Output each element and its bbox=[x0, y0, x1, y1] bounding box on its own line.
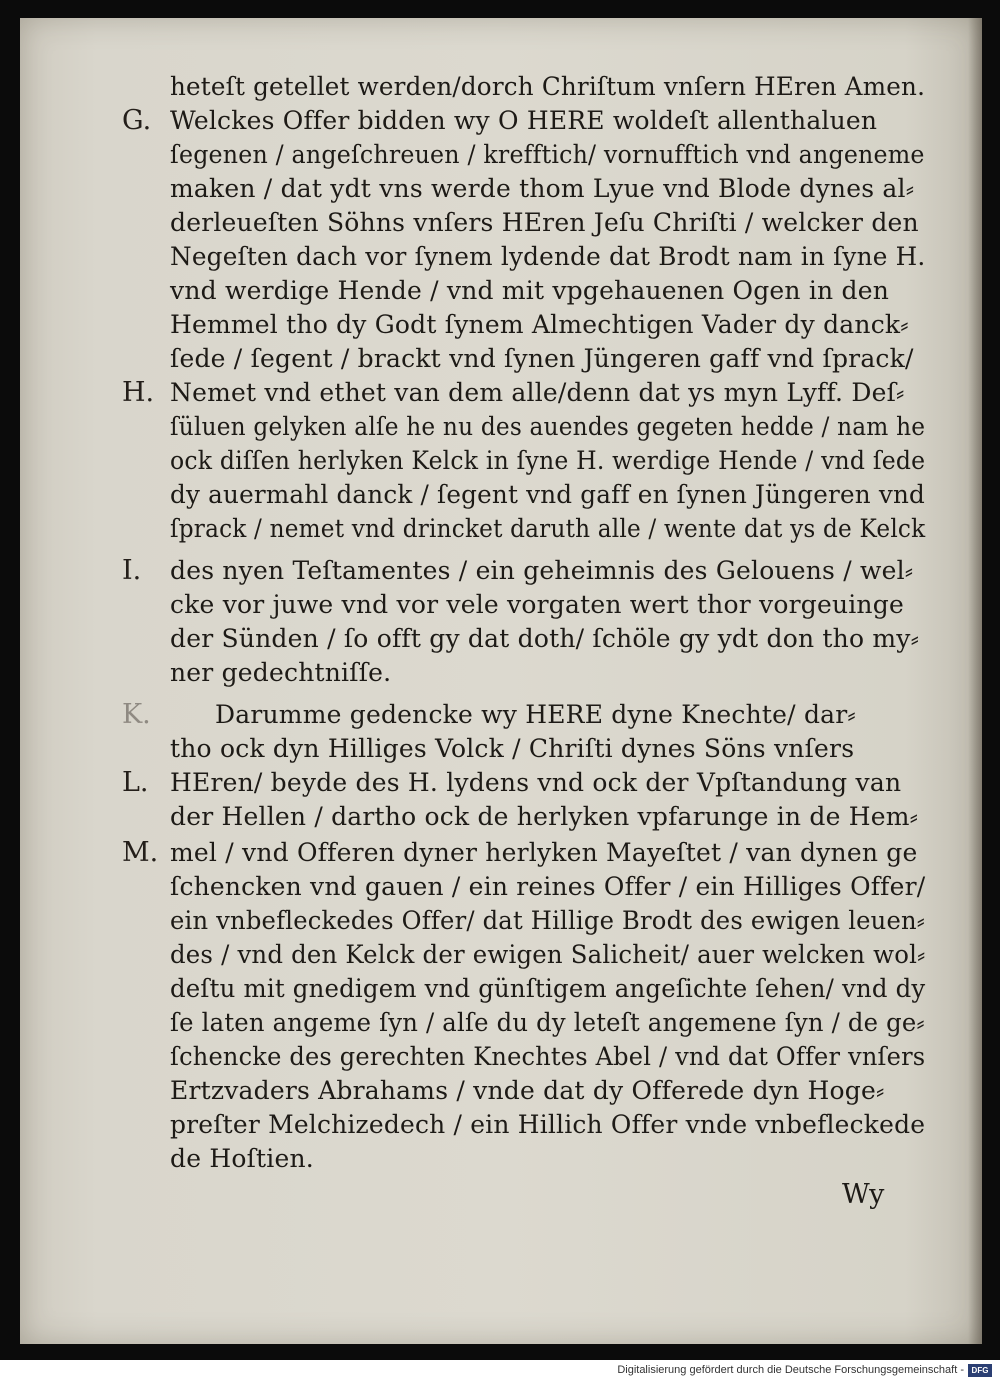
text-line-22: der Hellen / dartho ock de herlyken vpfarunge in de Hem⸗ bbox=[170, 802, 919, 831]
text-line-17: der Sünden / ſo offt gy dat doth/ ſchöle gy ydt don tho my⸗ bbox=[170, 624, 920, 653]
text-line-21: HEren/ beyde des H. lydens vnd ock der Vpſtandung van bbox=[170, 768, 902, 797]
section-marker-g: G. bbox=[122, 105, 152, 136]
text-line-23: mel / vnd Offeren dyner herlyken Mayeſtet / van dynen ge bbox=[170, 838, 918, 867]
text-line-1: heteſt getellet werden/dorch Chriſtum vnſern HEren Amen. bbox=[170, 72, 926, 101]
section-marker-i: I. bbox=[122, 555, 142, 586]
text-line-15: des nyen Teſtamentes / ein geheimnis des Gelouens / wel⸗ bbox=[170, 556, 914, 585]
text-line-27: deſtu mit gnedigem vnd günſtigem angeſichte ſehen/ vnd dy bbox=[170, 974, 926, 1003]
section-marker-k: K. bbox=[122, 699, 151, 730]
text-line-26: des / vnd den Kelck der ewigen Salicheit/ auer welcken wol⸗ bbox=[170, 940, 926, 969]
text-line-31: preſter Melchizedech / ein Hillich Offer vnde vnbefleckede bbox=[170, 1110, 926, 1139]
text-line-4: maken / dat ydt vns werde thom Lyue vnd Blode dynes al⸗ bbox=[170, 174, 915, 203]
dfg-logo-icon: DFG bbox=[968, 1364, 992, 1377]
text-line-10: Nemet vnd ethet van dem alle/denn dat ys myn Lyff. Deſ⸗ bbox=[170, 378, 905, 407]
text-line-14: ſprack / nemet vnd drincket daruth alle / wente dat ys de Kelck bbox=[170, 514, 926, 543]
text-line-7: vnd werdige Hende / vnd mit vpgehauenen Ogen in den bbox=[170, 276, 890, 305]
section-marker-l: L. bbox=[122, 767, 149, 798]
text-line-20: tho ock dyn Hilliges Volck / Chriſti dynes Söns vnſers bbox=[170, 734, 855, 763]
text-line-16: cke vor juwe vnd vor vele vorgaten wert thor vorgeuinge bbox=[170, 590, 904, 619]
text-line-9: ſede / ſegent / brackt vnd ſynen Jüngeren gaff vnd ſprack/ bbox=[170, 344, 914, 373]
text-line-32: de Hoſtien. bbox=[170, 1144, 314, 1173]
section-marker-m: M. bbox=[122, 837, 159, 868]
text-line-25: ein vnbefleckedes Offer/ dat Hillige Brodt des ewigen leuen⸗ bbox=[170, 906, 926, 935]
text-line-8: Hemmel tho dy Godt ſynem Almechtigen Vader dy danck⸗ bbox=[170, 310, 909, 339]
text-line-19: Darumme gedencke wy HERE dyne Knechte/ dar⸗ bbox=[215, 700, 856, 729]
text-line-28: ſe laten angeme ſyn / alſe du dy leteſt angemene ſyn / de ge⸗ bbox=[170, 1008, 925, 1037]
text-line-5: derleueſten Söhns vnſers HEren Jeſu Chriſti / welcker den bbox=[170, 208, 919, 237]
text-line-29: ſchencke des gerechten Knechtes Abel / vnd dat Offer vnſers bbox=[170, 1042, 926, 1071]
catchword: Wy bbox=[842, 1179, 885, 1210]
footer-bar bbox=[0, 1360, 1000, 1382]
text-line-12: ock diſſen herlyken Kelck in ſyne H. werdige Hende / vnd ſede bbox=[170, 446, 926, 475]
text-line-13: dy auermahl danck / ſegent vnd gaff en ſynen Jüngeren vnd bbox=[170, 480, 926, 509]
digitization-credit: Digitalisierung gefördert durch die Deutsche Forschungsgemeinschaft - bbox=[617, 1364, 964, 1376]
text-line-18: ner gedechtniſſe. bbox=[170, 658, 392, 687]
text-line-30: Ertzvaders Abrahams / vnde dat dy Offerede dyn Hoge⸗ bbox=[170, 1076, 885, 1105]
text-line-24: ſchencken vnd gauen / ein reines Offer / ein Hilliges Offer/ bbox=[170, 872, 926, 901]
text-line-3: ſegenen / angeſchreuen / krefftich/ vornufftich vnd angeneme bbox=[170, 140, 925, 169]
text-line-11: ſüluen gelyken alſe he nu des auendes gegeten hedde / nam he bbox=[170, 412, 926, 441]
section-marker-h: H. bbox=[122, 377, 155, 408]
text-line-2: Welckes Offer bidden wy O HERE woldeſt allenthaluen bbox=[170, 106, 878, 135]
text-line-6: Negeſten dach vor ſynem lydende dat Brodt nam in ſyne H. bbox=[170, 242, 926, 271]
book-page bbox=[20, 18, 982, 1344]
